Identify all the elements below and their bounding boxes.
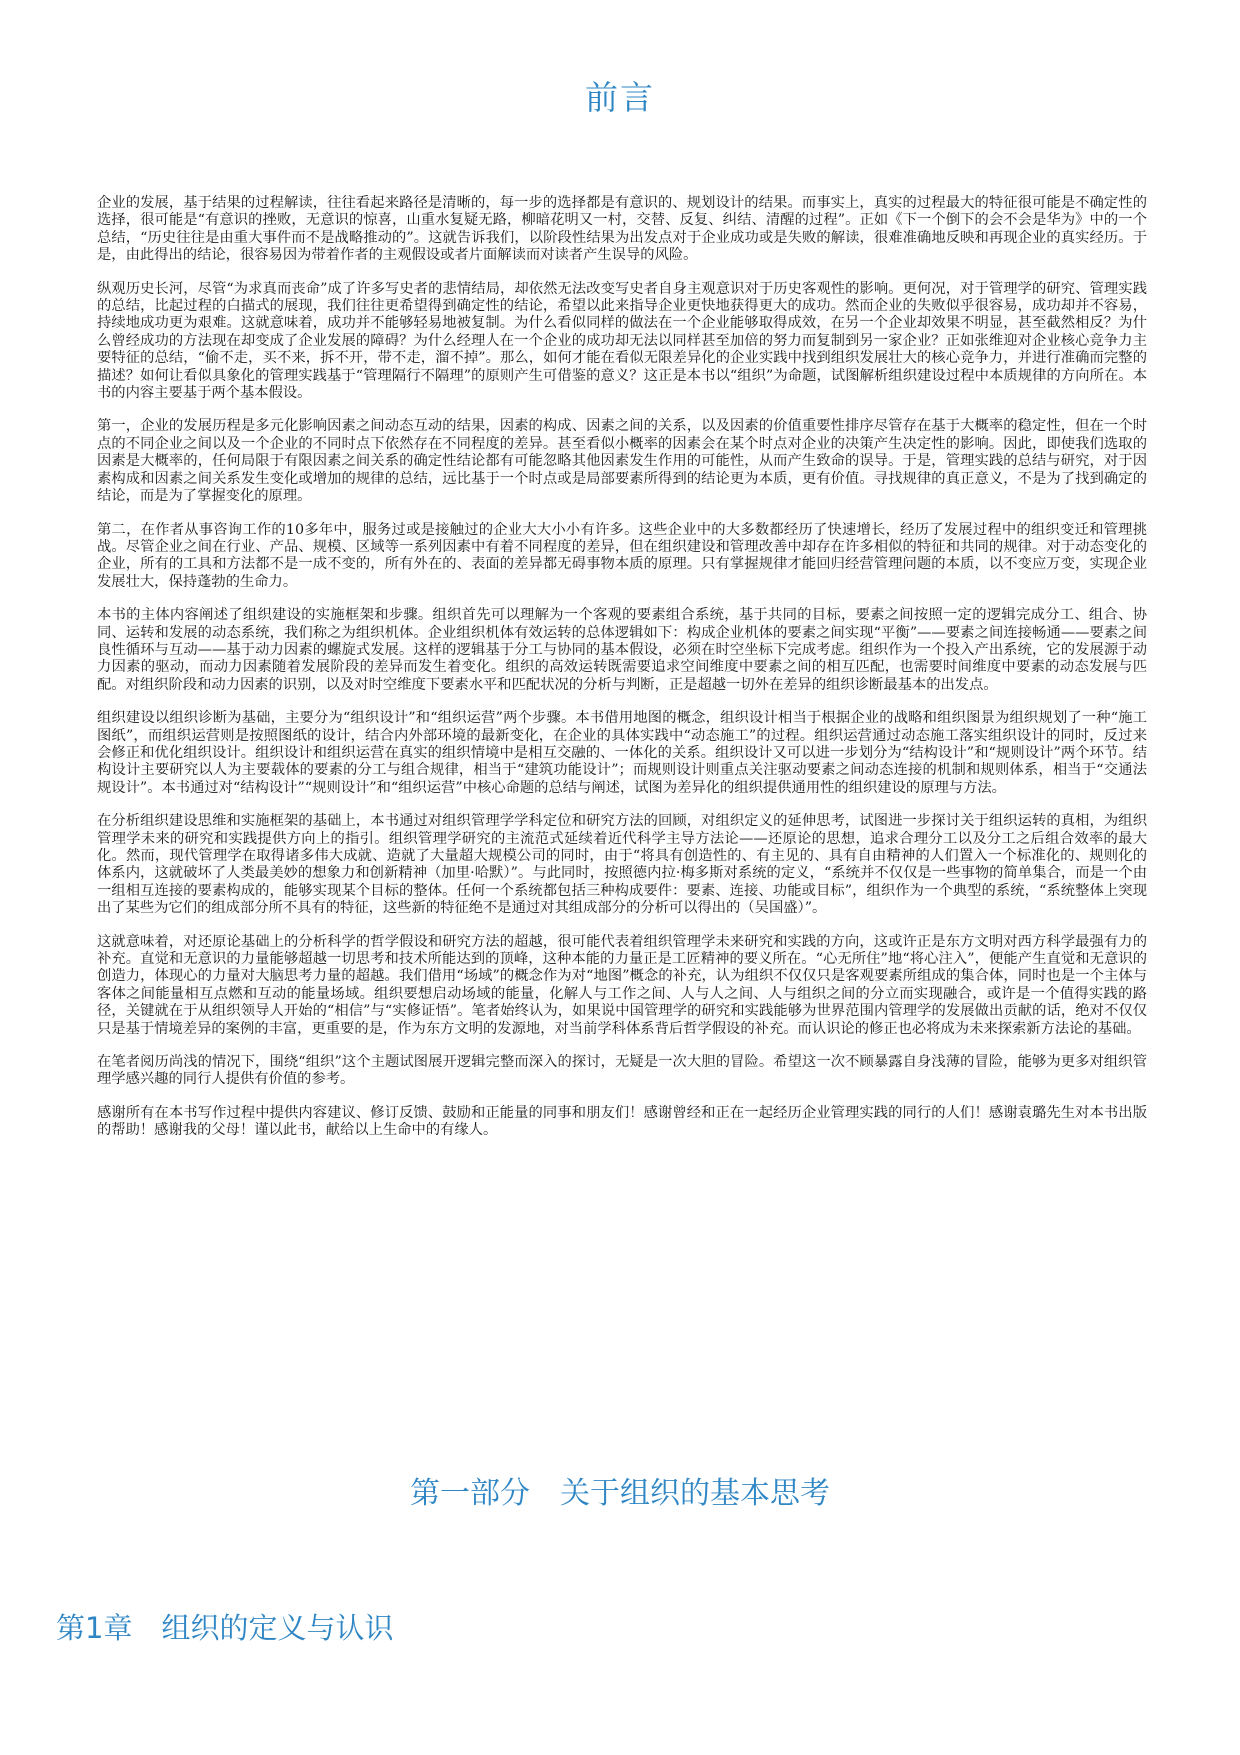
paragraph: 感谢所有在本书写作过程中提供内容建议、修订反馈、鼓励和正能量的同事和朋友们！感谢曾经和正在一起经历企业管理实践的同行的人们！感谢袁璐先生对本书出版的帮助！感谢我的父母！谨以此书，献给以上生命中的有缘人。 [97, 1104, 1147, 1139]
paragraph: 第一，企业的发展历程是多元化影响因素之间动态互动的结果，因素的构成、因素之间的关系，以及因素的价值重要性排序尽管存在基于大概率的稳定性，但在一个时点的不同企业之间以及一个企业的不同时点下依然存在不同程度的差异。甚至看似小概率的因素会在某个时点对企业的决策产生决定性的影响。因此，即使我们选取的因素是大概率的，任何局限于有限因素之间关系的确定性结论都有可能忽略其他因素发生作用的可能性，从而产生致命的误导。于是，管理实践的总结与研究，对于因素构成和因素之间关系发生变化或增加的规律的总结，远比基于一个时点或是局部要素所得到的结论更为本质，更有价值。寻找规律的真正意义，不是为了找到确定的结论，而是为了掌握变化的原理。 [97, 418, 1147, 505]
chapter-title: 第1章 组织的定义与认识 [56, 1611, 394, 1645]
paragraph: 在笔者阅历尚浅的情况下，围绕“组织”这个主题试图展开逻辑完整而深入的探讨，无疑是一次大胆的冒险。希望这一次不顾暴露自身浅薄的冒险，能够为更多对组织管理学感兴趣的同行人提供有价值的参考。 [97, 1054, 1147, 1088]
paragraph: 本书的主体内容阐述了组织建设的实施框架和步骤。组织首先可以理解为一个客观的要素组合系统，基于共同的目标，要素之间按照一定的逻辑完成分工、组合、协同、运转和发展的动态系统，我们称之为组织机体。企业组织机体有效运转的总体逻辑如下：构成企业机体的要素之间实现“平衡”——要素之间连接畅通——要素之间良性循环与互动——基于动力因素的螺旋式发展。这样的逻辑基于分工与协同的基本假设，必须在时空坐标下完成考虑。组织作为一个投入产出系统，它的发展源于动力因素的驱动，而动力因素随着发展阶段的差异而发生着变化。组织的高效运转既需要追求空间维度中要素之间的相互匹配，也需要时间维度中要素的动态发展与匹配。对组织阶段和动力因素的识别，以及对时空维度下要素水平和匹配状况的分析与判断，正是超越一切外在差异的组织诊断最基本的出发点。 [97, 607, 1147, 693]
paragraph: 企业的发展，基于结果的过程解读，往往看起来路径是清晰的，每一步的选择都是有意识的、规划设计的结果。而事实上，真实的过程最大的特征很可能是不确定性的选择，很可能是“有意识的挫败，无意识的惊喜，山重水复疑无路，柳暗花明又一村，交替、反复、纠结、清醒的过程”。正如《下一个倒下的会不会是华为》中的一个总结，“历史往往是由重大事件而不是战略推动的”。这就告诉我们，以阶段性结果为出发点对于企业成功或是失败的解读，很难准确地反映和再现企业的真实经历。于是，由此得出的结论，很容易因为带着作者的主观假设或者片面解读而对读者产生误导的风险。 [97, 195, 1147, 264]
preface-title: 前言 [585, 78, 655, 117]
preface-body [97, 195, 1147, 1156]
paragraph: 第二，在作者从事咨询工作的10多年中，服务过或是接触过的企业大大小小有许多。这些企业中的大多数都经历了快速增长，经历了发展过程中的组织变迁和管理挑战。尽管企业之间在行业、产品、规模、区域等一系列因素中有着不同程度的差异，但在组织建设和管理改善中却存在许多相似的特征和共同的规律。对于动态变化的企业，所有的工具和方法都不是一成不变的，所有外在的、表面的差异都无碍事物本质的原理。只有掌握规律才能回归经营管理问题的本质，以不变应万变，实现企业发展壮大，保持蓬勃的生命力。 [97, 521, 1147, 590]
paragraph: 在分析组织建设思维和实施框架的基础上，本书通过对组织管理学学科定位和研究方法的回顾，对组织定义的延伸思考，试图进一步探讨关于组织运转的真相，为组织管理学未来的研究和实践提供方向上的指引。组织管理学研究的主流范式延续着近代科学主导方法论——还原论的思想，追求合理分工以及分工之后组合效率的最大化。然而，现代管理学在取得诸多伟大成就、造就了大量超大规模公司的同时，由于“将具有创造性的、有主见的、具有自由精神的人们置入一个标准化的、规则化的体系内，这就破坏了人类最美妙的想象力和创新精神（加里·哈默）”。与此同时，按照德内拉·梅多斯对系统的定义，“系统并不仅仅是一些事物的简单集合，而是一个由一组相互连接的要素构成的，能够实现某个目标的整体。任何一个系统都包括三种构成要件：要素、连接、功能或目标”，组织作为一个典型的系统，“系统整体上突现出了某些为它们的组成部分所不具有的特征，这些新的特征绝不是通过对其组成部分的分析可以得出的（吴国盛）”。 [97, 813, 1147, 917]
part-title: 第一部分 关于组织的基本思考 [410, 1476, 830, 1511]
paragraph: 这就意味着，对还原论基础上的分析科学的哲学假设和研究方法的超越，很可能代表着组织管理学未来研究和实践的方向，这或许正是东方文明对西方科学最强有力的补充。直觉和无意识的力量能够超越一切思考和技术所能达到的顶峰，这种本能的力量正是工匠精神的要义所在。“心无所住”地“将心注入”，便能产生直觉和无意识的创造力，体现心的力量对大脑思考力量的超越。我们借用“场域”的概念作为对“地图”概念的补充，认为组织不仅仅只是客观要素所组成的集合体，同时也是一个主体与客体之间能量相互点燃和互动的能量场域。组织要想启动场域的能量，化解人与工作之间、人与人之间、人与组织之间的分立而实现融合，或许是一个值得实践的路径，关键就在于从组织领导人开始的“相信”与“实修证悟”。笔者始终认为，如果说中国管理学的研究和实践能够为世界范围内管理学的发展做出贡献的话，绝对不仅仅只是基于情境差异的案例的丰富，更重要的是，作为东方文明的发源地，对当前学科体系背后哲学假设的补充。而认识论的修正也必将成为未来探索新方法论的基础。 [97, 933, 1147, 1037]
paragraph: 组织建设以组织诊断为基础，主要分为“组织设计”和“组织运营”两个步骤。本书借用地图的概念，组织设计相当于根据企业的战略和组织图景为组织规划了一种“施工图纸”，而组织运营则是按照图纸的设计，结合内外部环境的最新变化，在企业的具体实践中“动态施工”的过程。组织运营通过动态施工落实组织设计的同时，反过来会修正和优化组织设计。组织设计和组织运营在真实的组织情境中是相互交融的、一体化的关系。组织设计又可以进一步划分为“结构设计”和“规则设计”两个环节。结构设计主要研究以人为主要载体的要素的分工与组合规律，相当于“建筑功能设计”；而规则设计则重点关注驱动要素之间动态连接的机制和规则体系，相当于“交通法规设计”。本书通过对“结构设计”“规则设计”和“组织运营”中核心命题的总结与阐述，试图为差异化的组织提供通用性的组织建设的原理与方法。 [97, 710, 1147, 796]
paragraph: 纵观历史长河，尽管“为求真而丧命”成了许多写史者的悲情结局，却依然无法改变写史者自身主观意识对于历史客观性的影响。更何况，对于管理学的研究、管理实践的总结，比起过程的白描式的展现，我们往往更希望得到确定性的结论，希望以此来指导企业更快地获得更大的成功。然而企业的失败似乎很容易，成功却并不容易，持续地成功更为艰难。这就意味着，成功并不能够轻易地被复制。为什么看似同样的做法在一个企业能够取得成效，在另一个企业却效果不明显，甚至截然相反？为什么曾经成功的方法现在却变成了企业发展的障碍？为什么经理人在一个企业的成功却无法以同样甚至加倍的努力而复制到另一家企业？正如张维迎对企业核心竞争力主要特征的总结，“偷不走，买不来，拆不开，带不走，溜不掉”。那么，如何才能在看似无限差异化的企业实践中找到组织发展壮大的核心竞争力，并进行准确而完整的描述？如何让看似具象化的管理实践基于“管理隔行不隔理”的原则产生可借鉴的意义？这正是本书以“组织”为命题，试图解析组织建设过程中本质规律的方向所在。本书的内容主要基于两个基本假设。 [97, 280, 1147, 402]
